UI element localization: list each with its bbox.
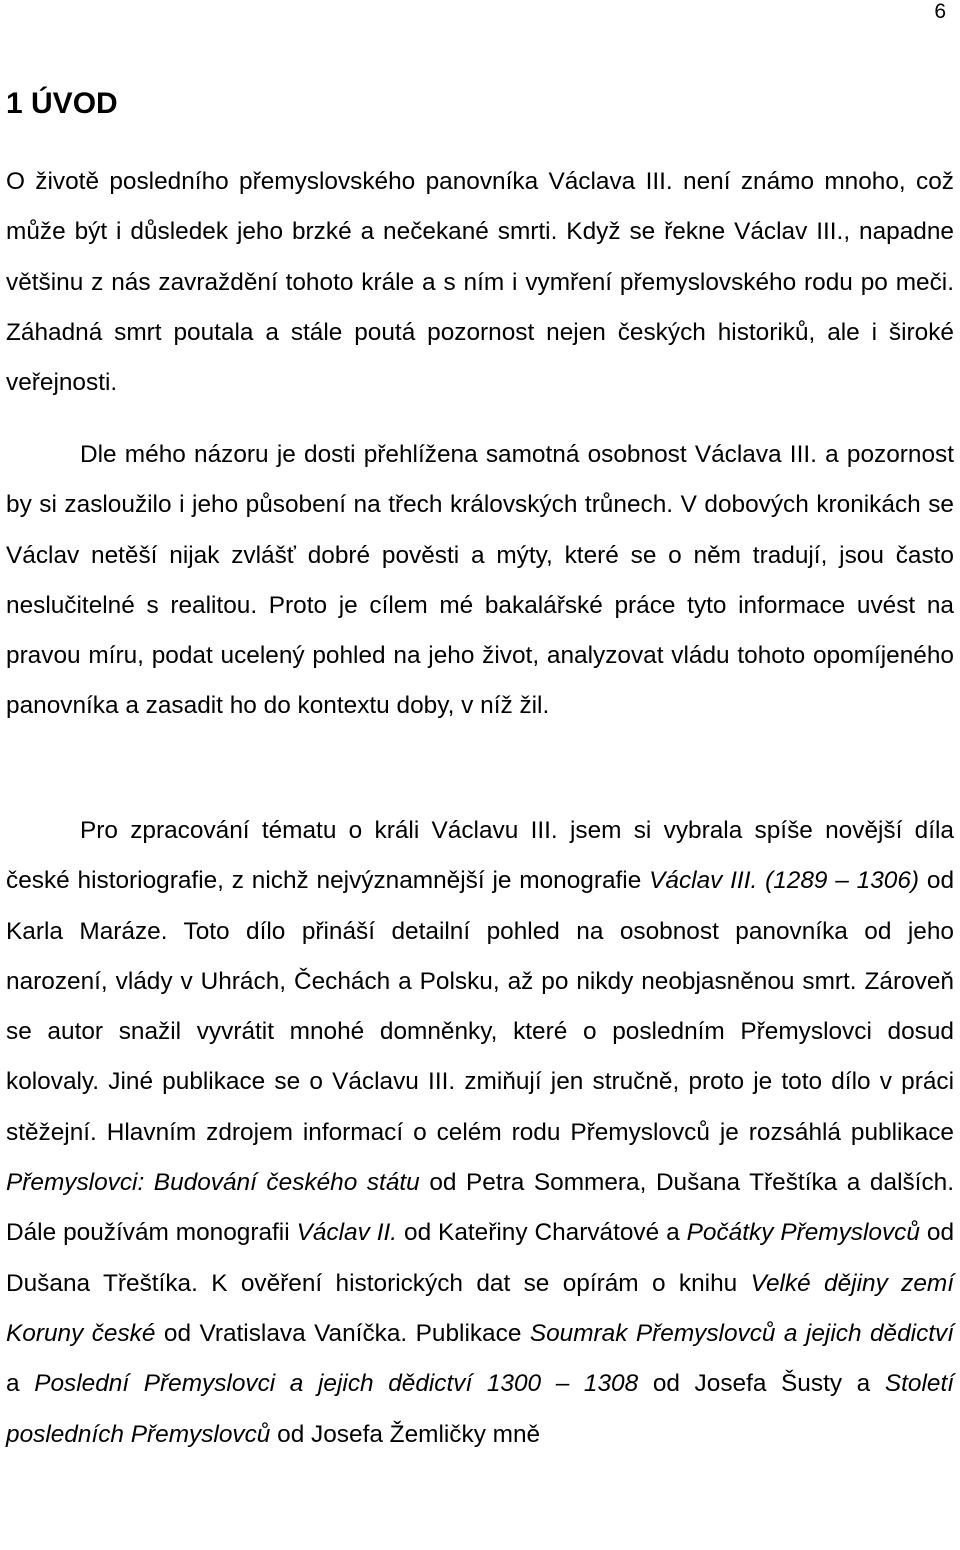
paragraph-opinion — [6, 430, 954, 732]
book-title: Václav III. (1289 – 1306) — [649, 867, 920, 895]
book-title: Velké dějiny zemí Koruny české — [6, 1269, 954, 1347]
book-title: Poslední Přemyslovci a jejich dědictví 1300 – 1308 — [34, 1370, 639, 1398]
chapter-heading: 1 ÚVOD — [6, 87, 118, 120]
sources-text: od Karla Maráze. Toto dílo přináší detailní pohled na osobnost panovníka od jeho narození, vlády v Uhrách, Čechách a Polsku, až po nikdy neobjasněnou smrt. Zároveň se autor snažil vyvrátit mnohé domněnky, které o posledním Přemyslovci dosud kolovaly. Jiné publikace se o Václavu III. zmiňují jen stručně, proto je toto dílo v práci stěžejní. Hlavním zdrojem informací o celém rodu Přemyslovců je rozsáhlá publikace — [6, 867, 955, 1146]
book-title: Soumrak Přemyslovců a jejich dědictví — [529, 1319, 955, 1347]
paragraph-sources — [6, 806, 954, 1460]
book-title: Václav II. — [296, 1219, 398, 1247]
book-title: Století posledních Přemyslovců — [6, 1370, 955, 1448]
sources-text: Pro zpracování tématu o králi Václavu III. jsem si vybrala spíše novější díla české historiografie, z nichž nejvýznamnější je monografie — [6, 817, 954, 895]
sources-text: od Kateřiny Charvátové a — [404, 1219, 680, 1247]
sources-text: od Dušana Třeštíka. K ověření historických dat se opírám o knihu — [6, 1219, 955, 1297]
sources-text: a — [6, 1370, 20, 1398]
book-title: Přemyslovci: Budování českého státu — [6, 1169, 420, 1197]
book-title: Počátky Přemyslovců — [686, 1219, 920, 1247]
sources-text: od Petra Sommera, Dušana Třeštíka a dalších. Dále používám monografii — [6, 1169, 954, 1247]
paragraph-opinion-text: Dle mého názoru je dosti přehlížena samotná osobnost Václava III. a pozornost by si zasloužilo i jeho působení na třech královských trůnech. V dobových kronikách se Václav netěší nijak zvlášť dobré pověsti a mýty, které se o něm tradují, jsou často neslučitelné s realitou. Proto je cílem mé bakalářské práce tyto informace uvést na pravou míru, podat ucelený pohled na jeho život, analyzovat vládu tohoto opomíjeného panovníka a zasadit ho do kontextu doby, v níž žil. — [6, 441, 954, 720]
sources-text: od Josefa Žemličky mně — [277, 1420, 541, 1448]
sources-text: od Josefa Šusty a — [652, 1370, 871, 1398]
sources-text: od Vratislava Vaníčka. Publikace — [163, 1319, 522, 1347]
paragraph-intro: O životě posledního přemyslovského panovníka Václava III. není známo mnoho, což může být i důsledek jeho brzké a nečekané smrti. Když se řekne Václav III., napadne většinu z nás zavraždění tohoto krále a s ním i vymření přemyslovského rodu po meči. Záhadná smrt poutala a stále poutá pozornost nejen českých historiků, ale i široké veřejnosti. — [6, 168, 954, 397]
page-number: 6 — [934, 0, 946, 23]
